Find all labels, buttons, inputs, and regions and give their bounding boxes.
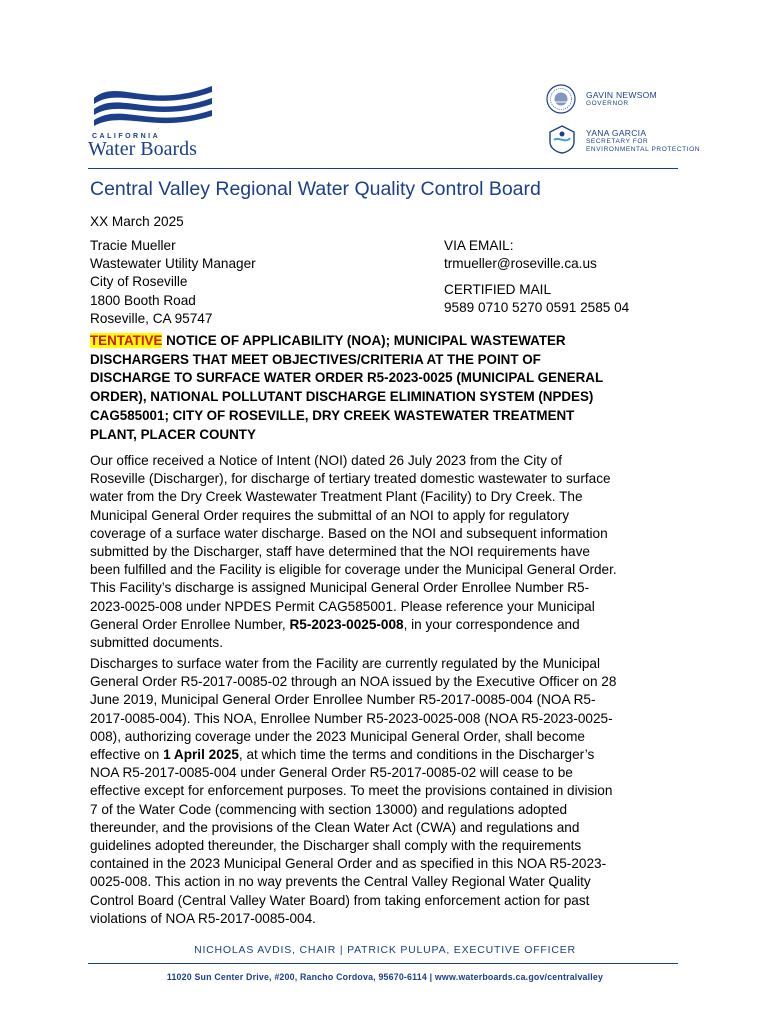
certified-mail-number: 9589 0710 5270 0591 2585 04 xyxy=(444,300,630,316)
subject-line: PLANT, PLACER COUNTY xyxy=(90,426,256,442)
paragraph-line: effective except for enforcement purposes. To meet the provisions contained in division xyxy=(90,783,613,799)
calepa-logo-icon xyxy=(548,124,576,159)
logo-small-text: CALIFORNIA xyxy=(92,133,161,140)
certified-mail-label: CERTIFIED MAIL xyxy=(444,282,552,297)
paragraph-line: General Order R5-2017-0085-02 through an NOA issued by the Executive Officer on 28 xyxy=(90,674,617,690)
water-boards-logo xyxy=(88,80,218,160)
text-run: , in your correspondence and xyxy=(403,616,580,632)
secretary-name: YANA GARCIA xyxy=(586,128,647,138)
text-run: , at which time the terms and conditions in the Discharger’s xyxy=(238,747,595,763)
letter-date: XX March 2025 xyxy=(90,214,184,229)
paragraph-line: 0025-008. This action in no way prevents the Central Valley Regional Water Quality xyxy=(90,874,591,890)
paragraph-line: violations of NOA R5-2017-0085-004. xyxy=(90,910,316,926)
header-divider xyxy=(88,168,678,169)
text-run: General Order Enrollee Number, xyxy=(90,616,290,632)
via-email-label: VIA EMAIL: xyxy=(444,238,514,253)
paragraph-line: Discharges to surface water from the Facility are currently regulated by the Municipal xyxy=(90,656,600,671)
enrollee-number-bold: R5-2023-0025-008 xyxy=(289,616,404,632)
paragraph-line: 008), authorizing coverage under the 2023 Municipal General Order, shall become xyxy=(90,728,585,744)
text-run: effective on xyxy=(90,747,164,763)
paragraph-line: June 2019, Municipal General Order Enrollee Number R5-2017-0085-004 (NOA R5- xyxy=(90,692,596,708)
footer-divider xyxy=(88,963,678,964)
paragraph-1 xyxy=(90,452,690,652)
recipient-line: City of Roseville xyxy=(90,274,188,290)
paragraph-line: Municipal General Order requires the submittal of an NOI to apply for regulatory xyxy=(90,507,570,523)
paragraph-line: 7 of the Water Code (commencing with section 13000) and regulations adopted xyxy=(90,801,568,817)
paragraph-line: Roseville (Discharger), for discharge of tertiary treated domestic wastewater to surface xyxy=(90,471,611,487)
paragraph-2 xyxy=(90,655,690,928)
governor-block xyxy=(586,90,746,108)
secretary-title-1: SECRETARY FOR xyxy=(586,138,649,145)
paragraph-line: submitted by the Discharger, staff have determined that the NOI requirements have xyxy=(90,544,590,560)
california-seal-icon xyxy=(546,84,576,119)
paragraph-line: contained in the 2023 Municipal General Order and as specified in this NOA R5-2023- xyxy=(90,856,607,872)
footer-officers: NICHOLAS AVDIS, CHAIR | PATRICK PULUPA, EXECUTIVE OFFICER xyxy=(194,944,576,956)
water-waves-icon xyxy=(88,80,218,128)
via-email-block xyxy=(444,237,597,273)
board-name: Central Valley Regional Water Quality Control Board xyxy=(90,178,541,200)
subject-line: ORDER), NATIONAL POLLUTANT DISCHARGE ELIMINATION SYSTEM (NPDES) xyxy=(90,389,594,405)
paragraph-line: coverage of a surface water discharge. Based on the NOI and subsequent information xyxy=(90,525,608,541)
subject-line: CAG585001; CITY OF ROSEVILLE, DRY CREEK WASTEWATER TREATMENT xyxy=(90,407,575,423)
subject-line: DISCHARGE TO SURFACE WATER ORDER R5-2023-0025 (MUNICIPAL GENERAL xyxy=(90,370,604,386)
logo-title: Water Boards xyxy=(88,138,197,160)
paragraph-line: submitted documents. xyxy=(90,635,223,651)
paragraph-line: Control Board (Central Valley Water Board) from taking enforcement action for past xyxy=(90,892,590,908)
recipient-line: Tracie Mueller xyxy=(90,238,176,253)
paragraph-line: NOA R5-2017-0085-004 under General Order R5-2017-0085-02 will cease to be xyxy=(90,765,573,781)
recipient-line: Wastewater Utility Manager xyxy=(90,256,256,272)
recipient-address xyxy=(90,237,256,328)
paragraph-line: been fulfilled and the Facility is eligible for coverage under the Municipal General Order. xyxy=(90,562,617,578)
certified-mail-block xyxy=(444,281,629,317)
footer-address: 11020 Sun Center Drive, #200, Rancho Cordova, 95670-6114 | www.waterboards.ca.gov/centralvalley xyxy=(166,972,604,982)
governor-name: GAVIN NEWSOM xyxy=(586,90,657,100)
via-email-address[interactable]: trmueller@roseville.ca.us xyxy=(444,256,597,272)
paragraph-line: 2023-0025-008 under NPDES Permit CAG585001. Please reference your Municipal xyxy=(90,598,595,614)
recipient-line: 1800 Booth Road xyxy=(90,292,196,308)
subject-line: DISCHARGERS THAT MEET OBJECTIVES/CRITERIA AT THE POINT OF xyxy=(90,351,541,367)
paragraph-line: This Facility’s discharge is assigned Municipal General Order Enrollee Number R5- xyxy=(90,580,590,596)
paragraph-line: 2017-0085-004). This NOA, Enrollee Number R5-2023-0025-008 (NOA R5-2023-0025- xyxy=(90,710,613,726)
paragraph-line: water from the Dry Creek Wastewater Treatment Plant (Facility) to Dry Creek. The xyxy=(90,489,583,505)
paragraph-line-enrollee xyxy=(90,616,690,634)
effective-date-bold: 1 April 2025 xyxy=(163,747,239,763)
secretary-title-2: ENVIRONMENTAL PROTECTION xyxy=(586,146,701,153)
paragraph-line-effective xyxy=(90,746,690,764)
letter-subject xyxy=(90,332,690,444)
governor-title: GOVERNOR xyxy=(586,100,629,107)
paragraph-line: Our office received a Notice of Intent (NOI) dated 26 July 2023 from the City of xyxy=(90,453,562,468)
recipient-line: Roseville, CA 95747 xyxy=(90,310,213,326)
subject-line: NOTICE OF APPLICABILITY (NOA); MUNICIPAL WASTEWATER xyxy=(162,333,566,348)
secretary-block xyxy=(586,128,746,154)
paragraph-line: guidelines adopted thereunder, the Discharger shall comply with the requirements xyxy=(90,838,582,854)
paragraph-line: thereunder, and the provisions of the Clean Water Act (CWA) and regulations and xyxy=(90,819,580,835)
tentative-highlight: TENTATIVE xyxy=(90,333,163,348)
